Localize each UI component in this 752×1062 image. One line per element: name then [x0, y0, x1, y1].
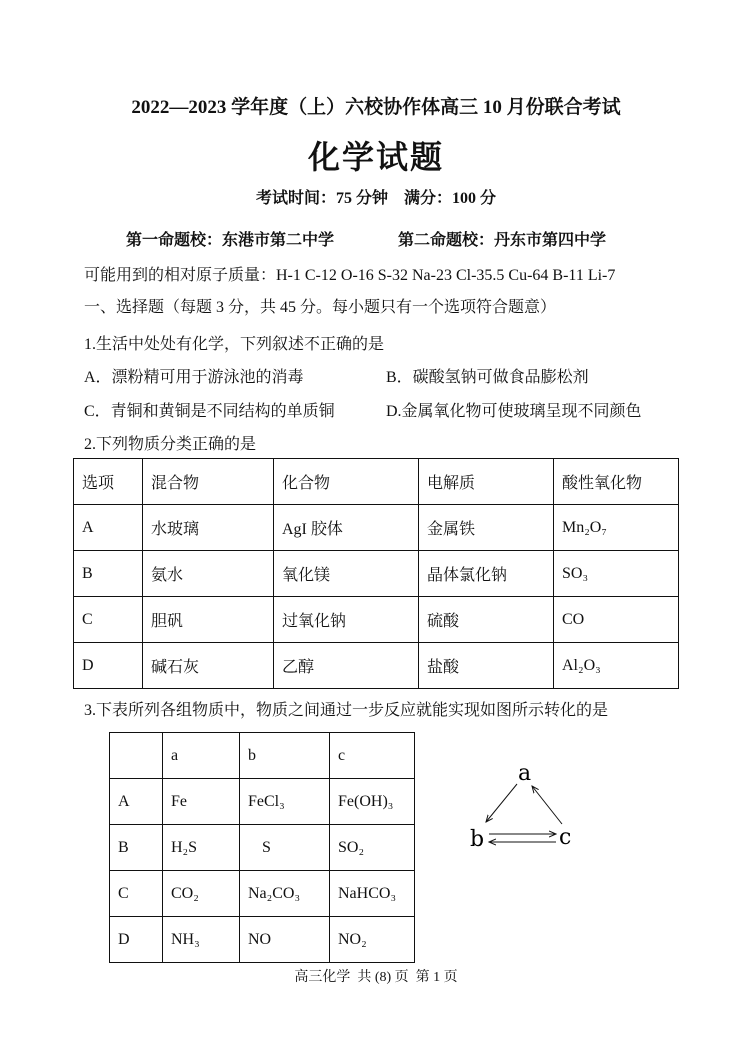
table-header-row — [110, 733, 415, 779]
q1-option-a: A．漂粉精可用于游泳池的消毒 — [84, 369, 304, 386]
section-heading: 一、选择题（每题 3 分，共 45 分。每小题只有一个选项符合题意） — [84, 299, 557, 316]
table-cell: A — [110, 779, 163, 825]
table-cell: FeCl₃ — [240, 779, 330, 825]
table-cell: C — [74, 597, 143, 643]
diagram-label-b: b — [470, 827, 485, 852]
table-header-cell: 选项 — [74, 459, 143, 505]
table-cell: S — [240, 825, 330, 871]
table-header-row — [74, 459, 679, 505]
table-header-cell: 化合物 — [274, 459, 419, 505]
table-cell: Fe(OH)₃ — [330, 779, 415, 825]
table-cell: NH₃ — [163, 917, 240, 963]
table-cell: NO — [240, 917, 330, 963]
q1-option-c: C．青铜和黄铜是不同结构的单质铜 — [84, 403, 335, 420]
table-cell: C — [110, 871, 163, 917]
table-cell: D — [74, 643, 143, 689]
table-cell: 胆矾 — [143, 597, 274, 643]
q1-option-d: D.金属氧化物可使玻璃呈现不同颜色 — [386, 403, 642, 420]
table-cell: 氧化镁 — [274, 551, 419, 597]
table-cell: 氨水 — [143, 551, 274, 597]
table-row — [74, 505, 679, 551]
diagram-label-a: a — [518, 761, 532, 786]
atomic-masses: 可能用到的相对原子质量：H-1 C-12 O-16 S-32 Na-23 Cl-35.5 Cu-64 B-11 Li-7 — [84, 267, 616, 284]
table-cell: NaHCO₃ — [330, 871, 415, 917]
q1-stem: 1.生活中处处有化学，下列叙述不正确的是 — [84, 336, 385, 353]
q3-stem: 3.下表所列各组物质中，物质之间通过一步反应就能实现如图所示转化的是 — [84, 702, 609, 719]
q1-option-b: B．碳酸氢钠可做食品膨松剂 — [386, 369, 589, 386]
arrow-c-to-a — [532, 786, 562, 824]
table-cell: A — [74, 505, 143, 551]
table-header-cell: 电解质 — [419, 459, 554, 505]
table-row — [110, 825, 415, 871]
table-cell: CO₂ — [163, 871, 240, 917]
table-row — [74, 643, 679, 689]
arrow-a-to-b — [486, 784, 517, 822]
table-cell: H₂S — [163, 825, 240, 871]
table-header-cell: 混合物 — [143, 459, 274, 505]
diagram-label-c: c — [559, 825, 572, 850]
question-setter-1: 第一命题校：东港市第二中学 — [126, 232, 335, 249]
conversion-diagram — [462, 758, 592, 858]
table-header-cell: 酸性氧化物 — [554, 459, 679, 505]
table-cell: Na₂CO₃ — [240, 871, 330, 917]
table-cell: 晶体氯化钠 — [419, 551, 554, 597]
exam-info: 考试时间：75 分钟 满分：100 分 — [255, 190, 496, 207]
table-cell: 乙醇 — [274, 643, 419, 689]
table-cell: AgI 胶体 — [274, 505, 419, 551]
question-setter-2: 第二命题校：丹东市第四中学 — [398, 232, 607, 249]
table-cell: 硫酸 — [419, 597, 554, 643]
subject-title: 化学试题 — [307, 139, 444, 175]
table-header-cell: a — [163, 733, 240, 779]
table-header-cell: c — [330, 733, 415, 779]
table-cell: Mn₂O₇ — [554, 505, 679, 551]
table-cell: CO — [554, 597, 679, 643]
table-cell: 过氧化钠 — [274, 597, 419, 643]
page-footer: 高三化学 共 (8) 页 第 1 页 — [294, 970, 458, 985]
exam-header-title: 2022—2023 学年度（上）六校协作体高三 10 月份联合考试 — [131, 97, 621, 118]
table-row — [110, 917, 415, 963]
table-cell: B — [74, 551, 143, 597]
table-cell: SO₂ — [330, 825, 415, 871]
table-row — [110, 779, 415, 825]
table-cell: D — [110, 917, 163, 963]
table-row — [74, 597, 679, 643]
q3-table — [109, 732, 415, 963]
table-cell: Fe — [163, 779, 240, 825]
table-cell: 金属铁 — [419, 505, 554, 551]
table-row — [74, 551, 679, 597]
table-header-cell: b — [240, 733, 330, 779]
table-cell: 水玻璃 — [143, 505, 274, 551]
table-cell: SO₃ — [554, 551, 679, 597]
table-cell: NO₂ — [330, 917, 415, 963]
q2-stem: 2.下列物质分类正确的是 — [84, 436, 257, 453]
table-header-cell — [110, 733, 163, 779]
table-row — [110, 871, 415, 917]
table-cell: 碱石灰 — [143, 643, 274, 689]
q2-table — [73, 458, 679, 689]
table-cell: Al₂O₃ — [554, 643, 679, 689]
table-cell: 盐酸 — [419, 643, 554, 689]
table-cell: B — [110, 825, 163, 871]
